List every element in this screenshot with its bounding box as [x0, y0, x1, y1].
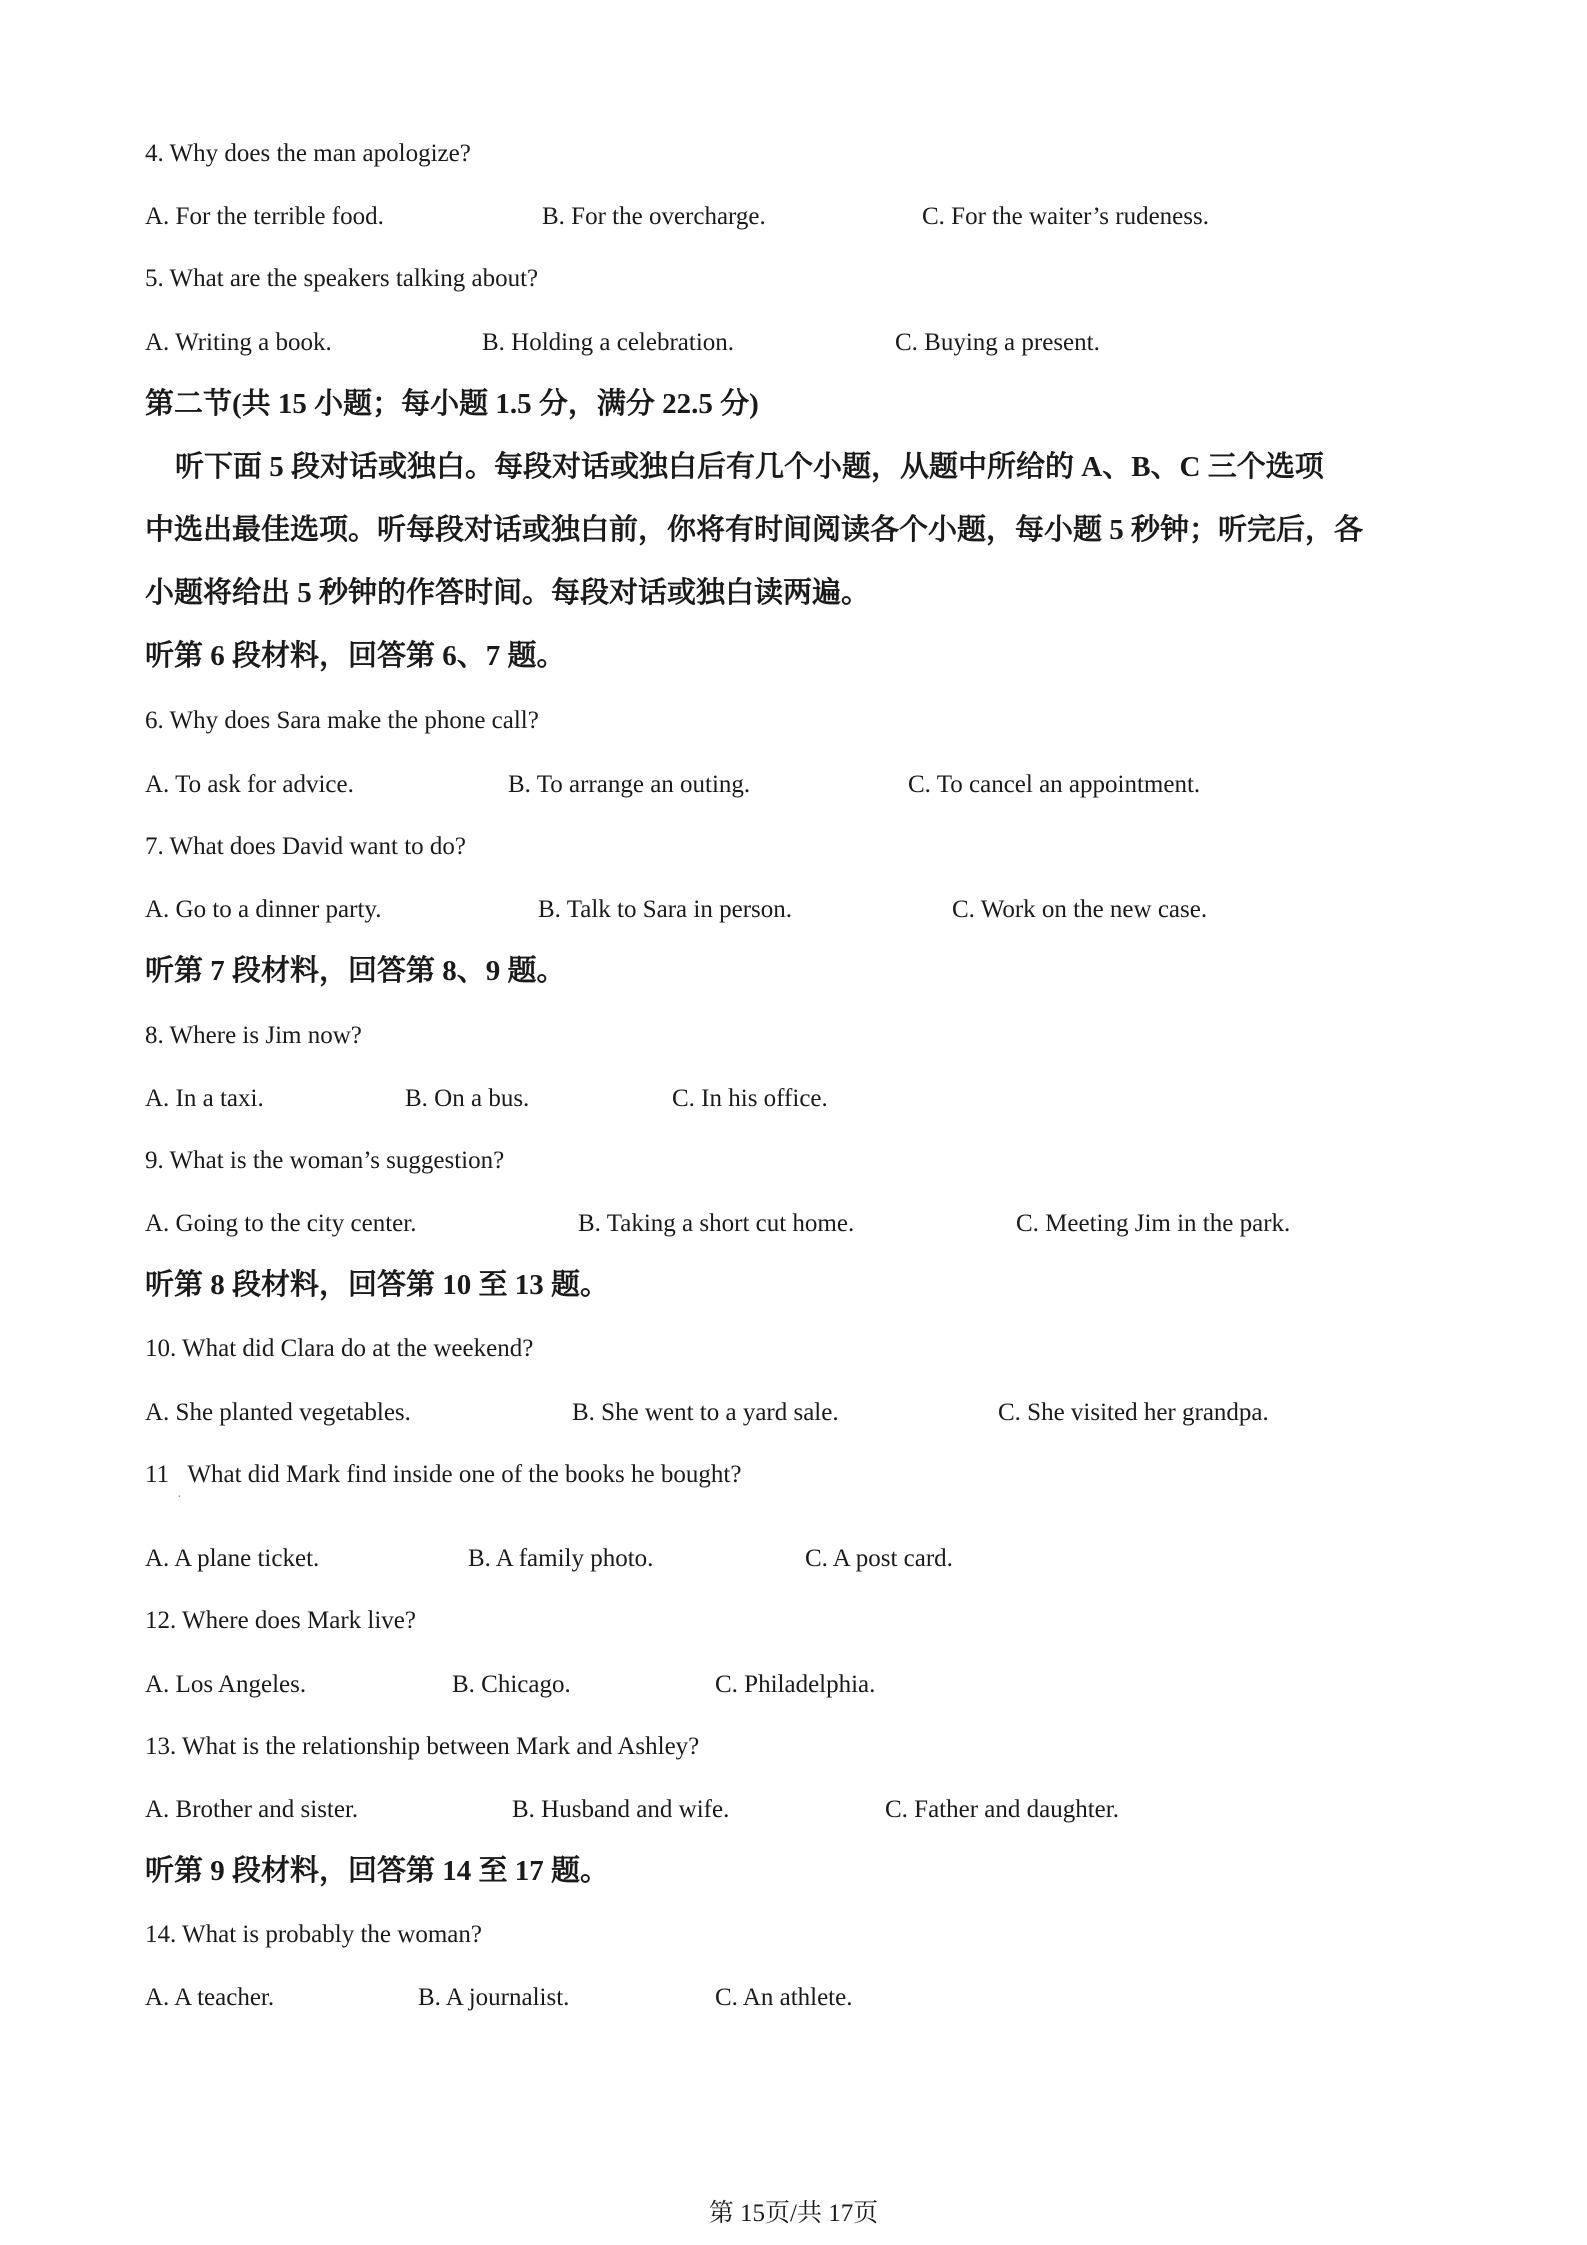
question-4-option-a: A. For the terrible food. [145, 203, 384, 230]
question-14-stem: 14. What is probably the woman? [145, 1921, 482, 1948]
question-8-option-c: C. In his office. [672, 1085, 828, 1112]
page-footer: 第 15页/共 17页 [708, 2200, 879, 2227]
question-14-option-c: C. An athlete. [715, 1984, 853, 2011]
question-14-option-b: B. A journalist. [418, 1984, 570, 2011]
question-5-option-a: A. Writing a book. [145, 329, 332, 356]
question-6-option-c: C. To cancel an appointment. [908, 771, 1201, 798]
instructions-line-1: 听下面 5 段对话或独白。每段对话或独白后有几个小题，从题中所给的 A、B、C 三个选项 [175, 451, 1324, 483]
question-10-option-b: B. She went to a yard sale. [572, 1399, 839, 1426]
question-10-stem: 10. What did Clara do at the weekend? [145, 1335, 534, 1362]
question-12-option-b: B. Chicago. [452, 1671, 571, 1698]
question-12-stem: 12. Where does Mark live? [145, 1607, 416, 1634]
question-13-option-a: A. Brother and sister. [145, 1796, 359, 1823]
question-11-option-c: C. A post card. [805, 1545, 953, 1572]
question-4-stem: 4. Why does the man apologize? [145, 140, 471, 167]
instructions-line-2: 中选出最佳选项。听每段对话或独白前，你将有时间阅读各个小题，每小题 5 秒钟；听完后，各 [145, 514, 1364, 546]
question-9-option-a: A. Going to the city center. [145, 1210, 417, 1237]
passage-9-heading: 听第 9 段材料，回答第 14 至 17 题。 [145, 1855, 610, 1887]
question-6-option-b: B. To arrange an outing. [508, 771, 751, 798]
question-7-option-a: A. Go to a dinner party. [145, 896, 382, 923]
question-4-option-b: B. For the overcharge. [542, 203, 766, 230]
instructions-line-3: 小题将给出 5 秒钟的作答时间。每段对话或独白读两遍。 [145, 577, 871, 609]
question-9-option-c: C. Meeting Jim in the park. [1016, 1210, 1291, 1237]
question-12-option-a: A. Los Angeles. [145, 1671, 307, 1698]
passage-8-heading: 听第 8 段材料，回答第 10 至 13 题。 [145, 1269, 610, 1301]
question-9-option-b: B. Taking a short cut home. [578, 1210, 855, 1237]
question-4-option-c: C. For the waiter’s rudeness. [922, 203, 1209, 230]
question-11-stem: 11 What did Mark find inside one of the books he bought? [145, 1461, 742, 1488]
question-13-stem: 13. What is the relationship between Mark and Ashley? [145, 1733, 700, 1760]
question-5-stem: 5. What are the speakers talking about? [145, 265, 539, 292]
question-10-option-a: A. She planted vegetables. [145, 1399, 411, 1426]
question-9-stem: 9. What is the woman’s suggestion? [145, 1147, 505, 1174]
question-7-stem: 7. What does David want to do? [145, 833, 466, 860]
question-5-option-c: C. Buying a present. [895, 329, 1100, 356]
question-10-option-c: C. She visited her grandpa. [998, 1399, 1269, 1426]
question-13-option-b: B. Husband and wife. [512, 1796, 730, 1823]
question-13-option-c: C. Father and daughter. [885, 1796, 1119, 1823]
question-11-option-b: B. A family photo. [468, 1545, 654, 1572]
stray-mark: · [177, 1490, 182, 1505]
question-8-option-a: A. In a taxi. [145, 1085, 264, 1112]
question-14-option-a: A. A teacher. [145, 1984, 275, 2011]
section-title: 第二节(共 15 小题；每小题 1.5 分，满分 22.5 分) [145, 388, 759, 420]
question-7-option-c: C. Work on the new case. [952, 896, 1208, 923]
question-8-stem: 8. Where is Jim now? [145, 1022, 362, 1049]
passage-6-heading: 听第 6 段材料，回答第 6、7 题。 [145, 640, 566, 672]
question-7-option-b: B. Talk to Sara in person. [538, 896, 793, 923]
question-12-option-c: C. Philadelphia. [715, 1671, 876, 1698]
passage-7-heading: 听第 7 段材料，回答第 8、9 题。 [145, 955, 566, 987]
question-6-option-a: A. To ask for advice. [145, 771, 354, 798]
question-6-stem: 6. Why does Sara make the phone call? [145, 707, 539, 734]
question-5-option-b: B. Holding a celebration. [482, 329, 735, 356]
question-11-option-a: A. A plane ticket. [145, 1545, 320, 1572]
question-8-option-b: B. On a bus. [405, 1085, 530, 1112]
